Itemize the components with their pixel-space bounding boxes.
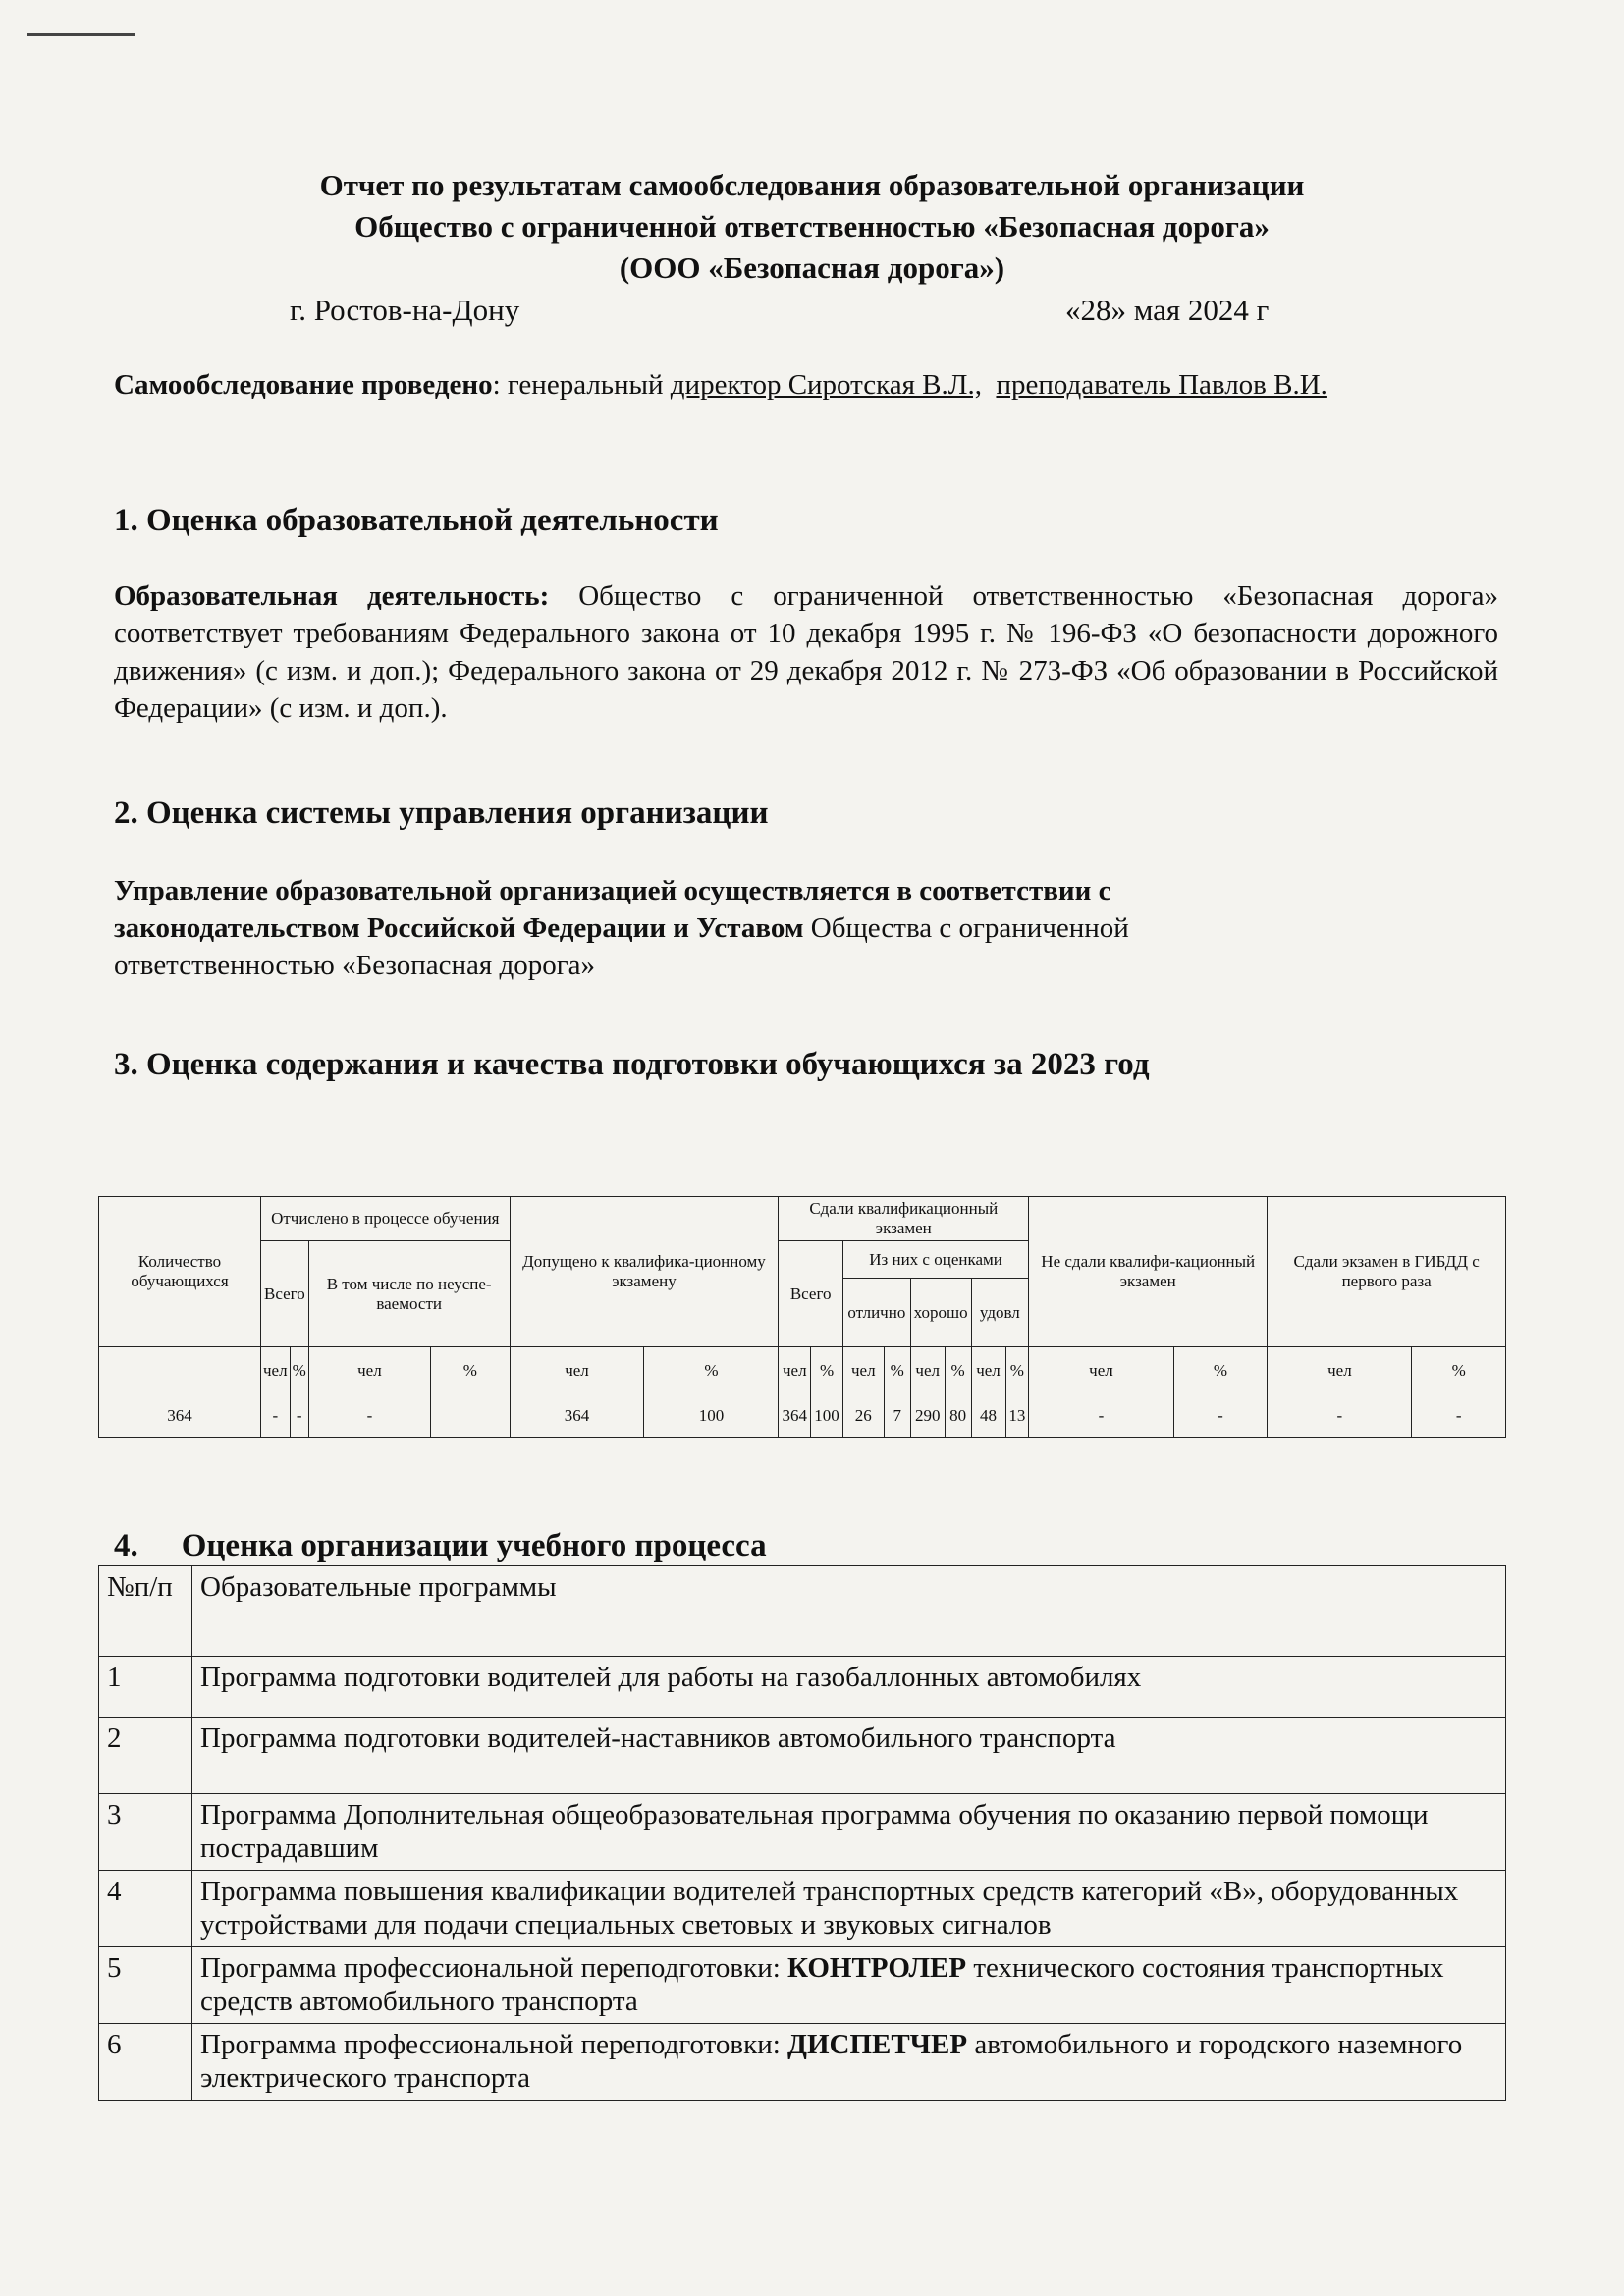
unit-percent: % (644, 1347, 779, 1394)
table-cell: 364 (779, 1394, 811, 1438)
col-passed-exam: Сдали квалификационный экзамен (779, 1197, 1029, 1241)
section4-heading-number: 4. (114, 1528, 138, 1563)
table-cell: 48 (971, 1394, 1005, 1438)
program-title: Программа подготовки водителей для работы на газобаллонных автомобилях (192, 1657, 1506, 1718)
report-title: Отчет по результатам самообследования образовательной организации (319, 168, 1305, 202)
table-cell: 290 (910, 1394, 945, 1438)
col-passed-total: Всего (779, 1241, 843, 1347)
table-cell: 80 (945, 1394, 971, 1438)
col-expelled-failing: В том числе по неуспе-ваемости (308, 1241, 510, 1347)
col-satisfactory: удовл (971, 1279, 1029, 1347)
table-row (99, 1394, 1506, 1438)
conducted-by (114, 366, 1498, 404)
unit-person: чел (261, 1347, 291, 1394)
unit-percent: % (884, 1347, 910, 1394)
table-cell: 7 (884, 1394, 910, 1438)
col-expelled-total: Всего (261, 1241, 309, 1347)
section1-text (114, 577, 1498, 727)
unit-percent: % (1005, 1347, 1029, 1394)
table-row (99, 1657, 1506, 1718)
table-cell: 26 (842, 1394, 884, 1438)
program-title: Программа Дополнительная общеобразовательная программа обучения по оказанию первой помощи пострадавшим (192, 1794, 1506, 1871)
table-cell: - (308, 1394, 430, 1438)
program-number: 5 (99, 1947, 192, 2024)
section1-label: Образовательная деятельность: (114, 580, 550, 612)
unit-person: чел (910, 1347, 945, 1394)
conducted-sep: : генеральный (492, 369, 671, 401)
unit-person: чел (971, 1347, 1005, 1394)
conducted-label: Самообследование проведено (114, 369, 493, 401)
table-cell (431, 1394, 511, 1438)
section2-heading: 2. Оценка системы управления организации (114, 795, 769, 831)
program-number: 1 (99, 1657, 192, 1718)
table-cell: 364 (510, 1394, 644, 1438)
conducted-teacher: преподаватель Павлов В.И. (996, 369, 1327, 401)
table-row (99, 1794, 1506, 1871)
unit-person: чел (779, 1347, 811, 1394)
program-title: Программа профессиональной переподготовки: ДИСПЕТЧЕР автомобильного и городского наземного электрического транспорта (192, 2024, 1506, 2101)
table-row (99, 2024, 1506, 2101)
report-city: г. Ростов-на-Дону (290, 293, 520, 327)
table-cell: - (1412, 1394, 1506, 1438)
unit-person: чел (1268, 1347, 1412, 1394)
section2-bold: Управление образовательной организацией осуществляется в соответствии с законодательством Российской Федерации и Уставом (114, 875, 1111, 944)
report-date: «28» мая 2024 г (1065, 293, 1270, 327)
table-row (99, 1871, 1506, 1947)
table-cell: - (261, 1394, 291, 1438)
section2-rest: Общества с ограниченной ответственностью «Безопасная дорога» (114, 912, 1129, 981)
scan-corner-mark (27, 33, 135, 36)
organization-short-name: (ООО «Безопасная дорога») (619, 250, 1005, 285)
unit-percent: % (1412, 1347, 1506, 1394)
col-programs: Образовательные программы (192, 1566, 1506, 1657)
col-grades: Из них с оценками (842, 1241, 1028, 1279)
section2-text (114, 872, 1322, 984)
program-number: 4 (99, 1871, 192, 1947)
program-number: 6 (99, 2024, 192, 2101)
unit-person: чел (308, 1347, 430, 1394)
unit-percent: % (1173, 1347, 1268, 1394)
unit-percent: % (290, 1347, 308, 1394)
section3-heading: 3. Оценка содержания и качества подготовки обучающихся за 2023 год (114, 1047, 1150, 1082)
table-cell: - (1268, 1394, 1412, 1438)
table-cell: 100 (811, 1394, 843, 1438)
training-results-table (98, 1196, 1506, 1438)
col-failed-exam: Не сдали квалифи-кационный экзамен (1029, 1197, 1268, 1347)
table-cell: 100 (644, 1394, 779, 1438)
program-number: 3 (99, 1794, 192, 1871)
unit-percent: % (811, 1347, 843, 1394)
table-cell: - (1173, 1394, 1268, 1438)
col-excellent: отлично (842, 1279, 910, 1347)
unit-person: чел (510, 1347, 644, 1394)
col-expelled: Отчислено в процессе обучения (261, 1197, 511, 1241)
program-number: 2 (99, 1718, 192, 1794)
conducted-director: директор Сиротская В.Л., (670, 369, 982, 401)
unit-percent: % (431, 1347, 511, 1394)
unit-person: чел (842, 1347, 884, 1394)
organization-name: Общество с ограниченной ответственностью «Безопасная дорога» (354, 209, 1270, 244)
col-number: №п/п (99, 1566, 192, 1657)
col-gibdd: Сдали экзамен в ГИБДД с первого раза (1268, 1197, 1506, 1347)
unit-person: чел (1029, 1347, 1174, 1394)
section1-body: Общество с ограниченной ответственностью «Безопасная дорога» соответствует требованиям Федерального закона от 10 декабря 1995 г. № 196-ФЗ «О безопасности дорожного движения» (с изм. и доп.); Федерального закона от 29 декабря 2012 г. № 273-ФЗ «Об образовании в Российской Федерации» (с изм. и доп.). (114, 580, 1498, 724)
program-title: Программа повышения квалификации водителей транспортных средств категорий «В», оборудованных устройствами для подачи специальных световых и звуковых сигналов (192, 1871, 1506, 1947)
section1-heading: 1. Оценка образовательной деятельности (114, 503, 719, 538)
col-admitted: Допущено к квалифика-ционному экзамену (510, 1197, 779, 1347)
table-cell: 13 (1005, 1394, 1029, 1438)
unit-percent: % (945, 1347, 971, 1394)
program-title: Программа подготовки водителей-наставников автомобильного транспорта (192, 1718, 1506, 1794)
table-cell: - (290, 1394, 308, 1438)
programs-table (98, 1565, 1506, 2101)
table-row (99, 1947, 1506, 2024)
col-students-count: Количество обучающихся (99, 1197, 261, 1347)
table-row (99, 1718, 1506, 1794)
program-title: Программа профессиональной переподготовки: КОНТРОЛЕР технического состояния транспортных средств автомобильного транспорта (192, 1947, 1506, 2024)
section4-heading (114, 1528, 767, 1564)
col-good: хорошо (910, 1279, 971, 1347)
section4-heading-text: Оценка организации учебного процесса (181, 1528, 767, 1563)
table-cell: - (1029, 1394, 1174, 1438)
table-cell: 364 (99, 1394, 261, 1438)
